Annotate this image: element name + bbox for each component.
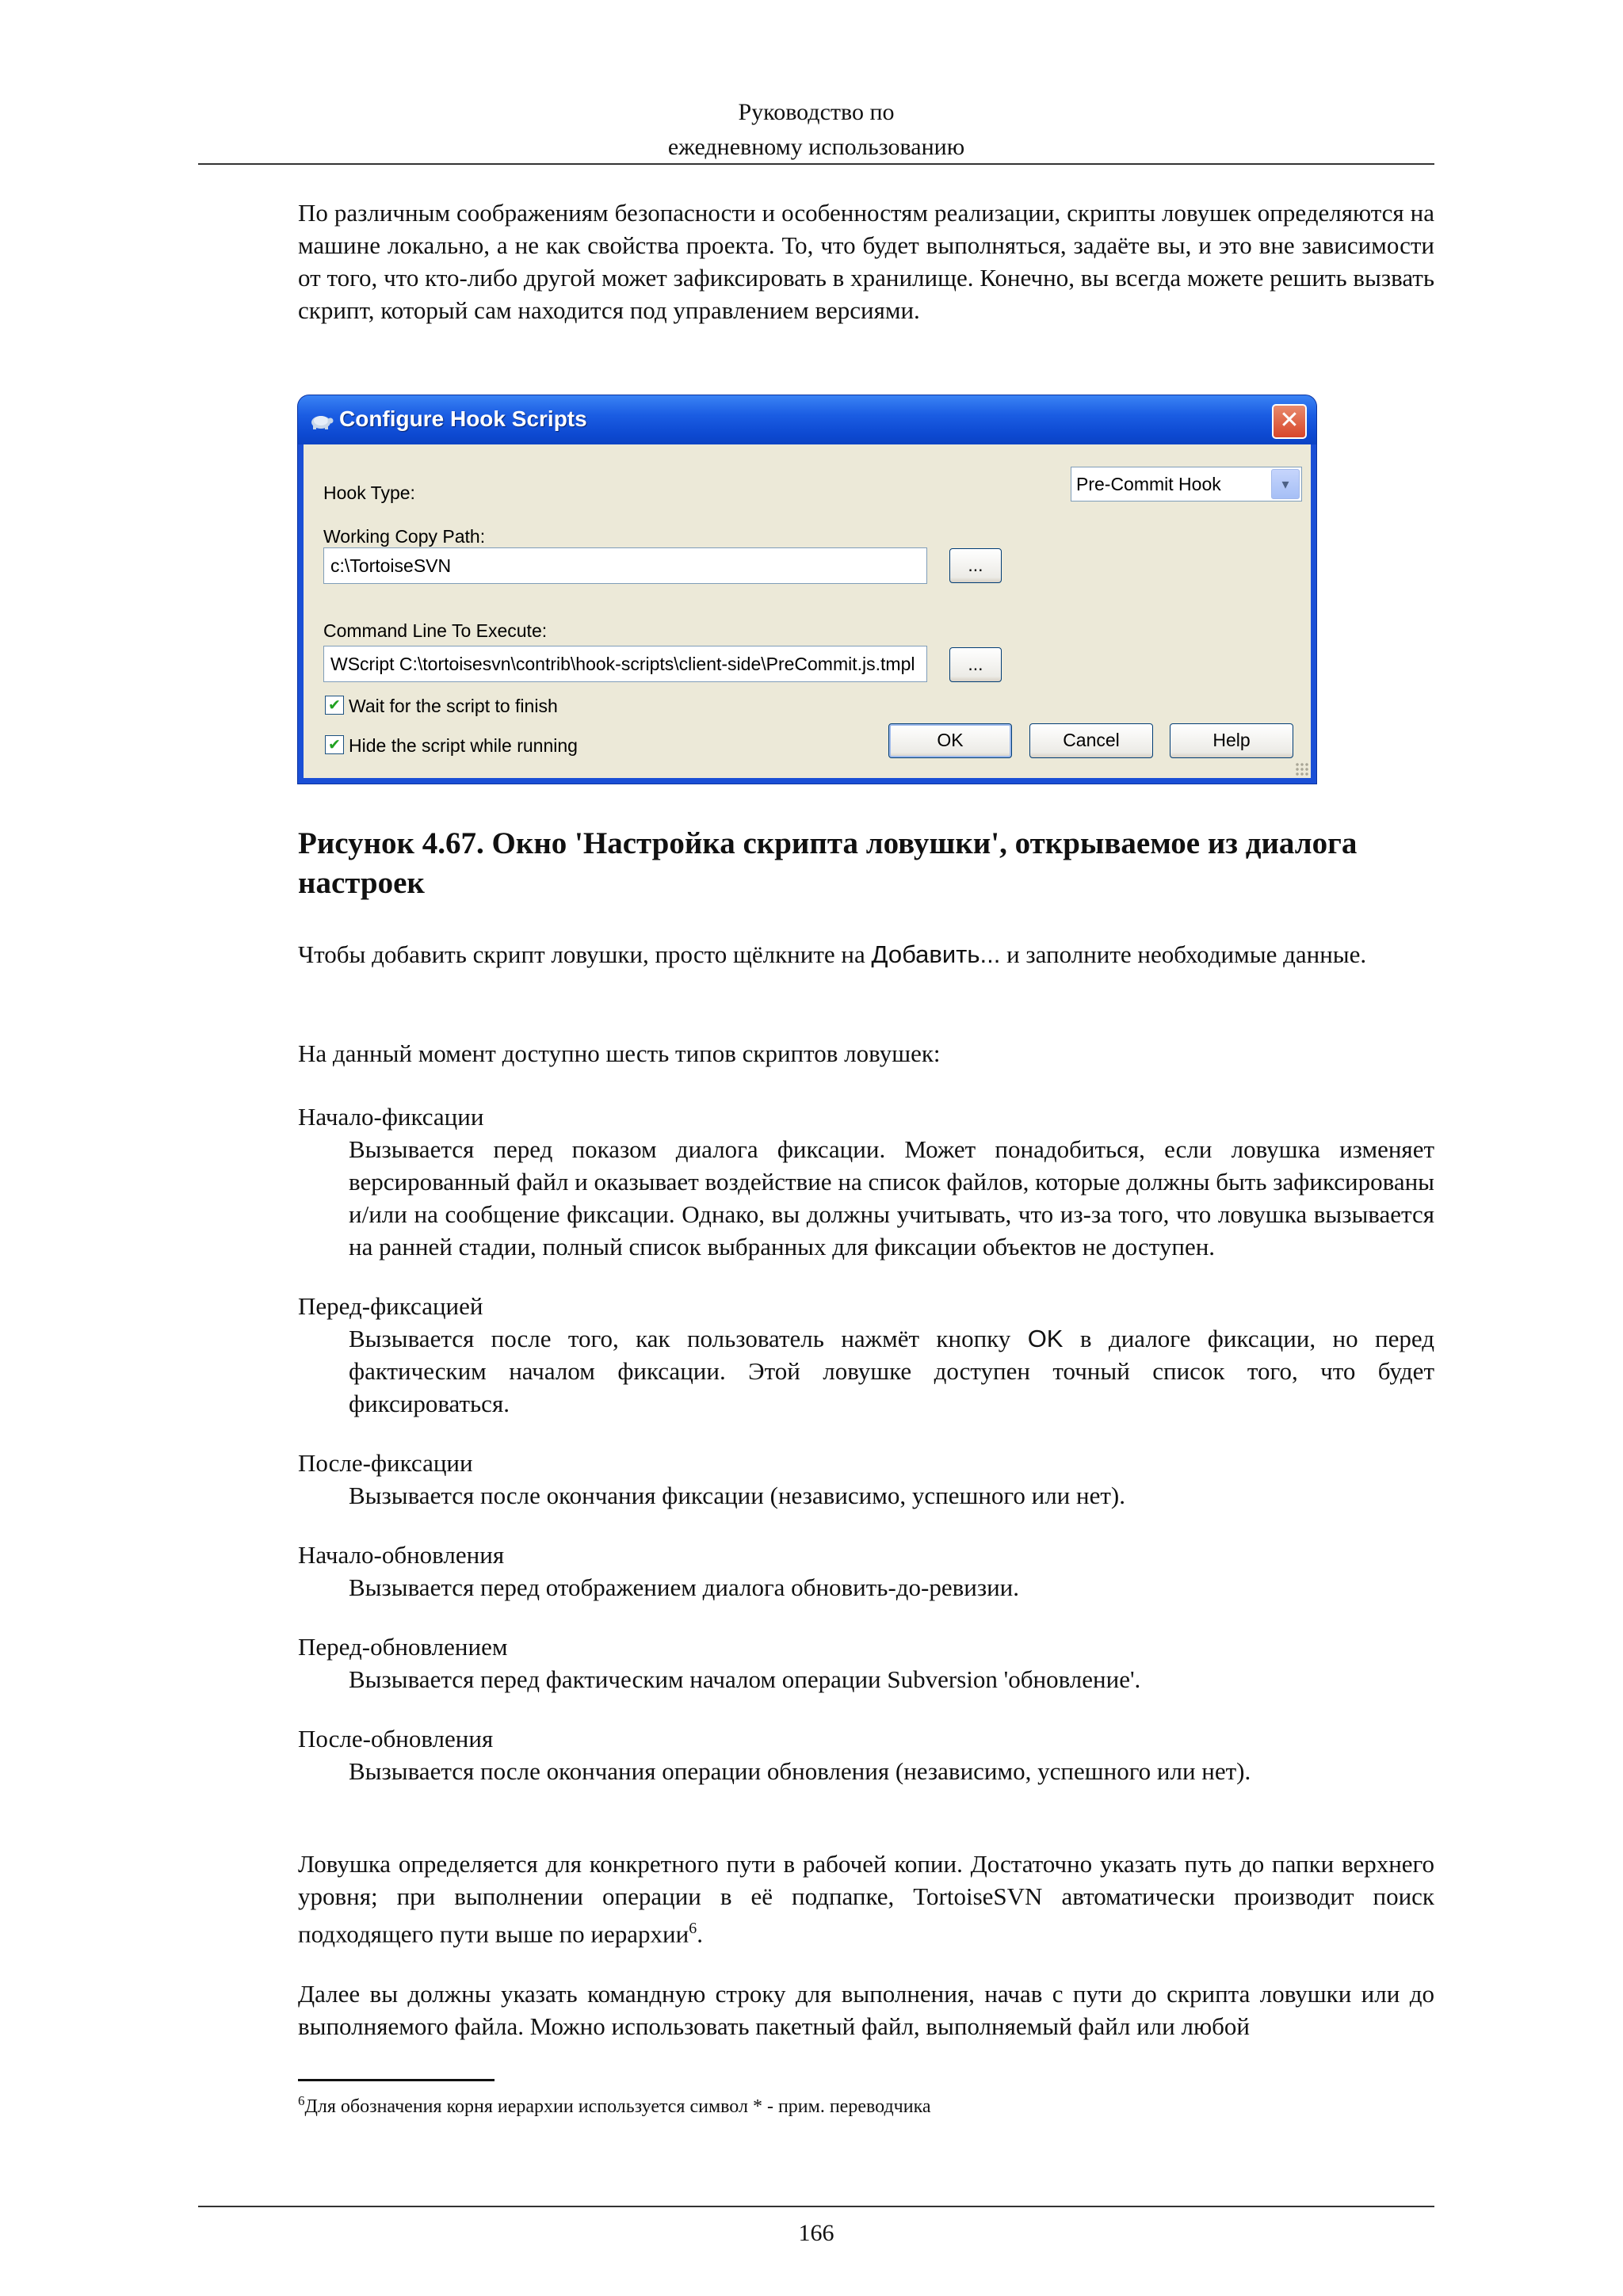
running-header-line1: Руководство по	[738, 99, 895, 125]
running-header	[198, 95, 1434, 165]
command-line-label: Command Line To Execute:	[323, 620, 548, 641]
hook-type-term: После-обновления	[298, 1725, 494, 1753]
footnote-text: Для обозначения корня иерархии используется символ * - прим. переводчика	[304, 2096, 931, 2117]
command-section	[298, 1978, 1434, 2042]
hook-type-description: Вызывается перед отображением диалога обновить-до-ревизии.	[349, 1573, 1020, 1601]
dialog-titlebar	[298, 395, 1316, 444]
ok-button[interactable]: OK	[888, 723, 1012, 758]
hook-type-term: Перед-фиксацией	[298, 1292, 483, 1320]
page-number: 166	[798, 2220, 834, 2246]
hook-type-term: Перед-обновлением	[298, 1633, 508, 1661]
path-paragraph-end: .	[697, 1920, 703, 1948]
ok-button-reference: OK	[1027, 1325, 1064, 1352]
footnote-number: 6	[298, 2093, 305, 2108]
hook-type-description: Вызывается после окончания операции обновления (независимо, успешного или нет).	[349, 1757, 1251, 1785]
path-paragraph-text: Ловушка определяется для конкретного пути в рабочей копии. Достаточно указать путь до папки верхнего уровня; при выполнении операции в её подпапке, TortoiseSVN автоматически производит поиск подходящего пути выше по иерархии	[298, 1850, 1434, 1948]
hook-types-definitions	[298, 1100, 1434, 1787]
header-rule	[198, 163, 1434, 165]
configure-hook-scripts-dialog	[298, 395, 1316, 784]
command-paragraph: Далее вы должны указать командную строку для выполнения, начав с пути до скрипта ловушки или до выполняемого файла. Можно использовать пакетный файл, выполняемый файл или любой	[298, 1980, 1434, 2040]
add-paragraph-text-start: Чтобы добавить скрипт ловушки, просто щёлкните на	[298, 940, 872, 968]
hook-type-description: Вызывается после окончания фиксации (независимо, успешного или нет).	[349, 1482, 1125, 1509]
hide-checkbox-label: Hide the script while running	[349, 735, 578, 756]
hook-type-description	[349, 1322, 1434, 1420]
check-icon: ✔	[328, 696, 341, 714]
hook-type-label: Hook Type:	[323, 482, 415, 503]
add-hook-section	[298, 938, 1434, 971]
hook-type-term: Начало-фиксации	[298, 1103, 484, 1131]
path-paragraph	[298, 1848, 1434, 1950]
command-line-input[interactable]	[323, 646, 927, 682]
working-copy-label: Working Copy Path:	[323, 526, 486, 547]
add-button-reference: Добавить...	[871, 940, 1001, 968]
help-button[interactable]: Help	[1170, 723, 1293, 758]
tortoise-icon	[307, 409, 334, 431]
cancel-button[interactable]: Cancel	[1029, 723, 1153, 758]
browse-working-copy-button[interactable]: ...	[949, 548, 1002, 583]
add-paragraph	[298, 938, 1434, 971]
dialog-title: Configure Hook Scripts	[339, 406, 587, 431]
browse-command-button[interactable]: ...	[949, 647, 1002, 682]
chevron-down-icon[interactable]: ▾	[1271, 469, 1300, 499]
types-intro-section	[298, 1037, 1434, 1070]
hide-checkbox[interactable]	[325, 735, 344, 754]
footnote-rule	[298, 2079, 495, 2081]
path-section	[298, 1848, 1434, 1950]
hook-type-term: Начало-обновления	[298, 1541, 505, 1569]
types-intro: На данный момент доступно шесть типов скриптов ловушек:	[298, 1039, 941, 1067]
figure-caption-section	[298, 824, 1434, 903]
command-line-value: WScript C:\tortoisesvn\contrib\hook-scripts\client-side\PreCommit.js.tmpl	[330, 654, 915, 674]
hook-type-select[interactable]	[1071, 467, 1302, 502]
close-icon: ✕	[1279, 406, 1300, 434]
hook-type-description-end: в диалоге фиксации, но перед фактическим началом фиксации. Этой ловушке доступен точный список того, что будет фиксироваться.	[349, 1325, 1434, 1417]
resize-grip[interactable]	[1295, 762, 1309, 776]
hook-type-value: Pre-Commit Hook	[1076, 474, 1221, 494]
footnote-reference[interactable]: 6	[689, 1920, 697, 1937]
hook-type-description-start: Вызывается после того, как пользователь нажмёт кнопку	[349, 1325, 1028, 1352]
hook-type-term: После-фиксации	[298, 1449, 473, 1477]
figure-caption: Рисунок 4.67. Окно 'Настройка скрипта ловушки', открываемое из диалога настроек	[298, 826, 1358, 900]
wait-checkbox-label: Wait for the script to finish	[349, 696, 558, 716]
hook-types-list	[298, 1100, 1434, 1787]
close-button[interactable]	[1272, 404, 1307, 439]
running-header-line2: ежедневному использованию	[667, 134, 965, 160]
footer-rule	[198, 2206, 1434, 2207]
working-copy-input[interactable]	[323, 547, 927, 584]
working-copy-value: c:\TortoiseSVN	[330, 555, 452, 576]
footnote	[298, 2088, 1434, 2119]
dialog-client-area	[304, 444, 1311, 778]
intro-section	[298, 196, 1434, 326]
intro-paragraph: По различным соображениям безопасности и особенностям реализации, скрипты ловушек определяются на машине локально, а не как свойства проекта. То, что будет выполняться, задаёте вы, и это вне зависимости от того, что кто-либо другой может зафиксировать в хранилище. Конечно, вы всегда можете решить вызвать скрипт, который сам находится под управлением версиями.	[298, 199, 1434, 324]
wait-checkbox[interactable]	[325, 696, 344, 715]
hook-type-description: Вызывается перед показом диалога фиксации. Может понадобиться, если ловушка изменяет версированный файл и оказывает воздействие на список файлов, которые должны быть зафиксированы и/или на сообщение фиксации. Однако, вы должны учитывать, что из-за того, что ловушка вызывается на ранней стадии, полный список выбранных для фиксации объектов не доступен.	[349, 1135, 1434, 1261]
hook-type-description: Вызывается перед фактическим началом операции Subversion 'обновление'.	[349, 1665, 1141, 1693]
add-paragraph-text-end: и заполните необходимые данные.	[1000, 940, 1367, 968]
check-icon: ✔	[328, 736, 341, 753]
